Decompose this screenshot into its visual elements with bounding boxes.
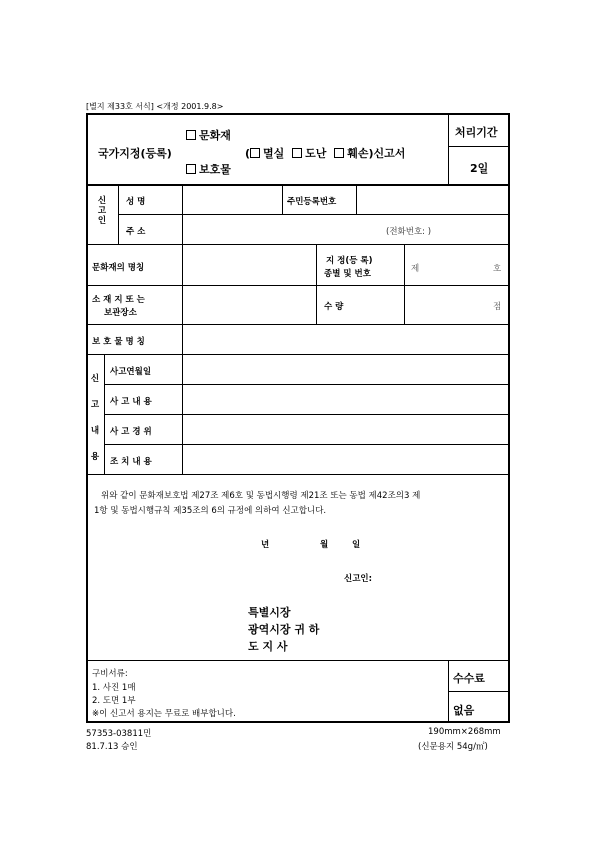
fee-label: 수수료 — [453, 672, 485, 685]
location-label-2: 보관장소 — [104, 308, 137, 318]
quantity-label: 수 량 — [324, 302, 344, 312]
asset-label-divider — [182, 244, 183, 324]
reporter-bottom — [86, 244, 510, 245]
documents-note: ※이 신고서 용지는 무료로 배부합니다. — [92, 709, 236, 719]
name-label: 성 명 — [126, 197, 146, 207]
incident-group-label: 신 고 내 용 — [90, 374, 100, 462]
statement-line-2: 1항 및 동법시행규칙 제35조의 6의 규정에 의하여 신고합니다. — [94, 506, 327, 516]
frame-right — [508, 113, 510, 723]
protected-label-divider — [182, 324, 183, 354]
rrn-value-divider — [356, 185, 357, 214]
date-day: 일 — [352, 540, 361, 550]
designation-ho: 호 — [493, 264, 502, 274]
fee-row-divider — [448, 691, 509, 692]
quantity-unit: 점 — [493, 302, 502, 312]
incident-row-2 — [104, 414, 509, 415]
phone-label: (전화번호: ) — [386, 227, 432, 237]
checkbox-icon[interactable] — [186, 164, 196, 174]
recipient-3: 도 지 사 — [248, 640, 288, 653]
incident-content-label: 사 고 내 용 — [110, 397, 152, 407]
processing-period-label: 처리기간 — [455, 126, 498, 139]
incident-circumstance-label: 사 고 경 위 — [110, 427, 152, 437]
form-title-main: 국가지정(등록) — [98, 147, 172, 160]
signer-label: 신고인: — [344, 574, 373, 584]
incident-options: ( 멸실 도난 훼손)신고서 — [245, 147, 406, 160]
processing-period-value: 2일 — [470, 162, 489, 175]
documents-top — [86, 660, 510, 661]
checkbox-icon[interactable] — [250, 148, 260, 158]
asset-row-divider — [86, 285, 510, 286]
footer-size: 190mm×268mm — [428, 727, 501, 737]
documents-item-2: 2. 도면 1부 — [92, 696, 136, 706]
title-bottom — [86, 184, 510, 186]
rrn-label: 주민등록번호 — [287, 197, 337, 207]
date-month: 월 — [320, 540, 329, 550]
recipient-1: 특별시장 — [248, 606, 291, 619]
asset-name-label: 문화재의 명칭 — [92, 263, 145, 273]
incident-row-1 — [104, 384, 509, 385]
incident-bottom — [86, 474, 510, 475]
reporter-group-label: 신 고 인 — [97, 196, 107, 226]
statement-line-1: 위와 같이 문화재보호법 제27조 제6호 및 동법시행령 제21조 또는 동법 제42조의3 제 — [101, 491, 421, 501]
footer-code: 57353-03811민 — [86, 729, 152, 739]
recipient-2: 광역시장 귀 하 — [248, 623, 320, 636]
checkbox-icon[interactable] — [292, 148, 302, 158]
location-bottom — [86, 324, 510, 325]
address-label: 주 소 — [126, 227, 146, 237]
protected-bottom — [86, 354, 510, 355]
processing-divider — [448, 146, 509, 147]
incident-row-3 — [104, 444, 509, 445]
incident-date-label: 사고연월일 — [110, 367, 152, 377]
option-cultural-asset[interactable]: 문화재 — [186, 127, 231, 143]
frame-left — [86, 113, 88, 723]
asset-mid-divider — [316, 244, 317, 324]
asset-value-divider — [404, 244, 405, 324]
footer-approval: 81.7.13 승인 — [86, 742, 138, 752]
designation-label-2: 종별 및 번호 — [324, 269, 371, 279]
title-divider — [448, 113, 449, 185]
rrn-divider — [282, 185, 283, 214]
designation-je: 제 — [411, 264, 420, 274]
protected-name-label: 보 호 물 명 칭 — [92, 337, 145, 347]
incident-action-label: 조 치 내 용 — [110, 457, 152, 467]
date-year: 년 — [261, 540, 270, 550]
documents-item-1: 1. 사진 1매 — [92, 683, 136, 693]
form-number-note: [별지 제33호 서식] <개정 2001.9.8> — [86, 102, 224, 111]
location-label-1: 소 재 지 또 는 — [92, 295, 145, 305]
checkbox-icon[interactable] — [334, 148, 344, 158]
frame-top — [86, 113, 510, 115]
designation-label-1: 지 정(등 록) — [326, 256, 373, 266]
footer-paper: (신문용지 54g/㎡) — [418, 742, 488, 752]
reporter-row-divider — [118, 214, 509, 215]
checkbox-icon[interactable] — [186, 130, 196, 140]
option-protected-object[interactable]: 보호물 — [186, 161, 231, 177]
documents-title: 구비서류: — [92, 669, 128, 679]
frame-bottom — [86, 721, 510, 723]
fee-value: 없음 — [453, 704, 475, 717]
